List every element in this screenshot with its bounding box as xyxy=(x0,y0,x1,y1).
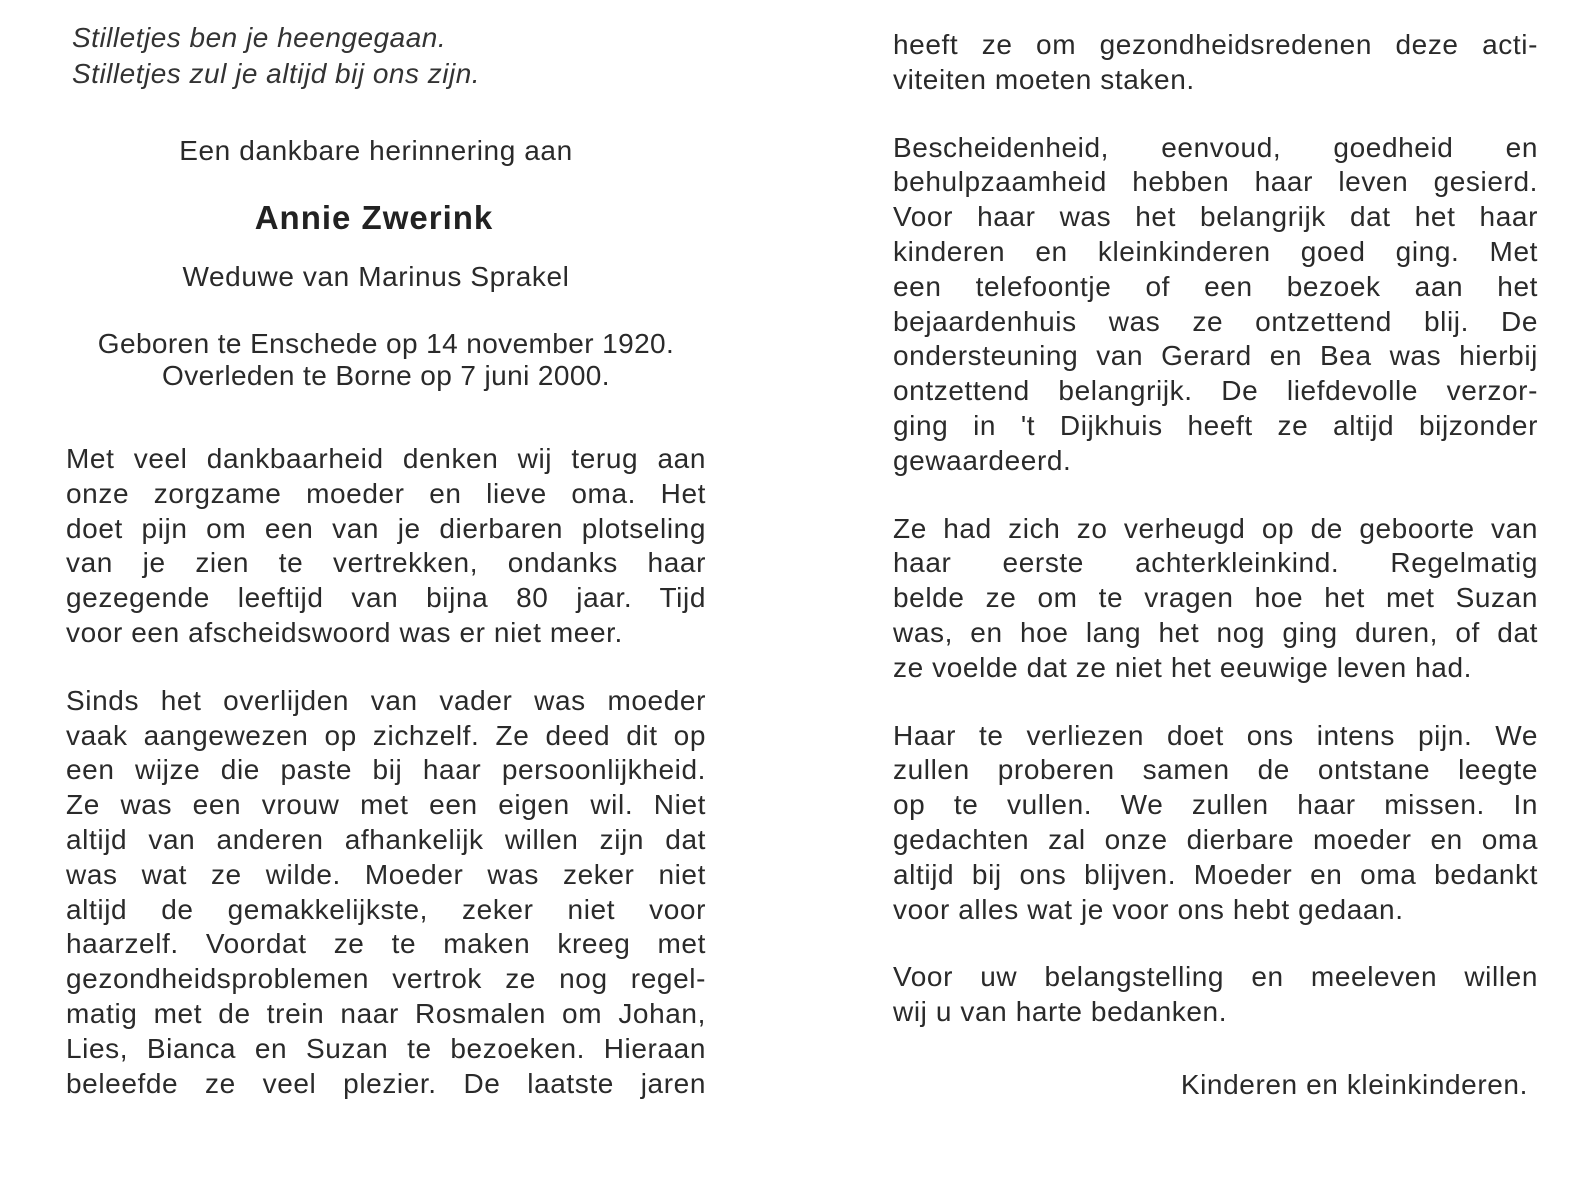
text-line: Voor haar was het belangrijk dat het haar xyxy=(893,201,1538,233)
poem-line-1: Stilletjes ben je heengegaan. xyxy=(72,22,447,53)
poem xyxy=(72,20,706,92)
text-line: Ze was een vrouw met een eigen wil. Niet xyxy=(66,789,706,821)
text-line: van je zien te vertrekken, ondanks haar xyxy=(66,547,706,579)
text-line: matig met de trein naar Rosmalen om Johan, xyxy=(66,997,706,1029)
text-line: gezondheidsproblemen vertrok ze nog regel- xyxy=(66,963,706,995)
text-line: Voor uw belangstelling en meeleven willen xyxy=(893,961,1538,993)
text-line: gezegende leeftijd van bijna 80 jaar. Tijd xyxy=(66,582,706,614)
text-line: was wat ze wilde. Moeder was zeker niet xyxy=(66,858,706,890)
right-paragraph-5 xyxy=(893,960,1538,1030)
left-paragraph-2 xyxy=(66,684,706,1102)
text-line: wij u van harte bedanken. xyxy=(893,996,1228,1028)
text-line: altijd bij ons blijven. Moeder en oma bedankt xyxy=(893,858,1538,890)
text-line: Bescheidenheid, eenvoud, goedheid en xyxy=(893,131,1538,163)
text-line: gewaardeerd. xyxy=(893,444,1072,476)
text-line: Sinds het overlijden van vader was moeder xyxy=(66,684,706,716)
text-line: voor alles wat je voor ons hebt gedaan. xyxy=(893,893,1404,925)
text-line: beleefde ze veel plezier. De laatste jaren xyxy=(66,1067,706,1099)
text-line: Ze had zich zo verheugd op de geboorte van xyxy=(893,512,1538,544)
text-line: voor een afscheidswoord was er niet meer. xyxy=(66,616,623,648)
text-line: kinderen en kleinkinderen goed ging. Met xyxy=(893,235,1538,267)
text-line: altijd de gemakkelijkste, zeker niet voor xyxy=(66,893,706,925)
right-paragraph-4 xyxy=(893,719,1538,928)
life-dates xyxy=(66,328,706,392)
right-paragraph-1 xyxy=(893,28,1538,98)
signature: Kinderen en kleinkinderen. xyxy=(1180,1068,1528,1100)
text-line: haar eerste achterkleinkind. Regelmatig xyxy=(893,547,1538,579)
text-line: Met veel dankbaarheid denken wij terug aan xyxy=(66,443,706,474)
text-line: ondersteuning van Gerard en Bea was hierbij xyxy=(893,340,1538,372)
text-line: Haar te verliezen doet ons intens pijn. We xyxy=(893,719,1538,751)
intro-text: Een dankbare herinnering aan xyxy=(179,135,573,166)
text-line: bejaardenhuis was ze ontzettend blij. De xyxy=(893,305,1538,337)
death-line: Overleden te Borne op 7 juni 2000. xyxy=(162,360,610,391)
birth-line: Geboren te Enschede op 14 november 1920. xyxy=(97,328,675,359)
text-line: een wijze die paste bij haar persoonlijkheid. xyxy=(66,754,706,786)
text-line: behulpzaamheid hebben haar leven gesierd. xyxy=(893,166,1538,198)
text-line: heeft ze om gezondheidsredenen deze acti- xyxy=(893,29,1538,60)
text-line: ontzettend belangrijk. De liefdevolle verzor- xyxy=(893,375,1538,407)
text-line: ging in 't Dijkhuis heeft ze altijd bijzonder xyxy=(893,409,1538,441)
text-line: viteiten moeten staken. xyxy=(893,63,1195,95)
deceased-name: Annie Zwerink xyxy=(254,199,494,236)
text-line: belde ze om te vragen hoe het met Suzan xyxy=(893,582,1538,614)
right-paragraph-3 xyxy=(893,512,1538,686)
text-line: vaak aangewezen op zichzelf. Ze deed dit op xyxy=(66,719,706,751)
text-line: een telefoontje of een bezoek aan het xyxy=(893,270,1538,302)
text-line: Lies, Bianca en Suzan te bezoeken. Hieraan xyxy=(66,1032,706,1064)
text-line: haarzelf. Voordat ze te maken kreeg met xyxy=(66,928,706,960)
text-line: altijd van anderen afhankelijk willen zijn dat xyxy=(66,823,706,855)
right-column xyxy=(893,28,1538,1102)
text-line: ze voelde dat ze niet het eeuwige leven had. xyxy=(893,651,1473,683)
left-paragraph-1 xyxy=(66,442,706,651)
text-line: was, en hoe lang het nog ging duren, of dat xyxy=(893,616,1538,648)
left-column xyxy=(66,20,706,1101)
poem-line-2: Stilletjes zul je altijd bij ons zijn. xyxy=(72,58,481,89)
text-line: op te vullen. We zullen haar missen. In xyxy=(893,789,1538,821)
text-line: onze zorgzame moeder en lieve oma. Het xyxy=(66,477,706,509)
widow-line: Weduwe van Marinus Sprakel xyxy=(182,261,570,292)
right-paragraph-2 xyxy=(893,131,1538,479)
text-line: gedachten zal onze dierbare moeder en oma xyxy=(893,823,1538,855)
text-line: doet pijn om een van je dierbaren plotseling xyxy=(66,512,706,544)
text-line: zullen proberen samen de ontstane leegte xyxy=(893,754,1538,786)
